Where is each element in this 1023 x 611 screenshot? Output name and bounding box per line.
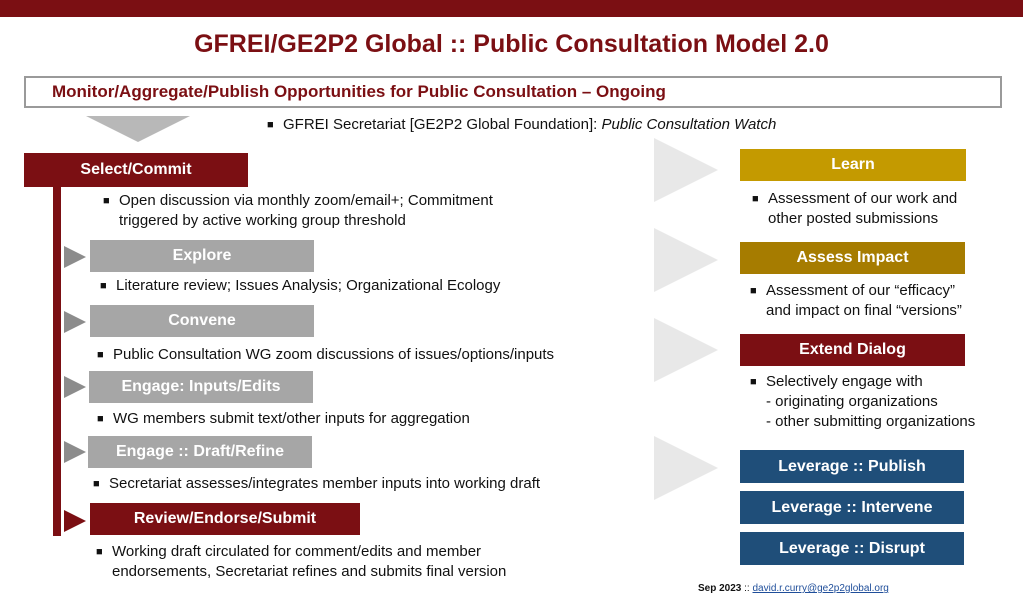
bullet-line: Assessment of our “efficacy”: [766, 282, 955, 299]
monitor-bullet-text: GFREI Secretariat [GE2P2 Global Foundation]:: [283, 116, 602, 133]
bullet-line: Assessment of our work and: [768, 190, 958, 207]
monitor-label: Monitor/Aggregate/Publish Opportunities for Public Consultation – Ongoing: [52, 82, 666, 101]
leverage-intervene: Leverage :: Intervene: [740, 491, 964, 524]
step-arrow-icon: [64, 376, 86, 398]
step-arrow-icon: [64, 311, 86, 333]
learn-bullet: ■ Assessment of our work and other posted submissions: [752, 190, 958, 227]
right-chevron-icon: [654, 436, 718, 500]
footer: [698, 583, 889, 594]
bullet-line: other posted submissions: [768, 210, 939, 227]
top-banner: [0, 0, 1023, 17]
assess-impact-header: Assess Impact: [740, 242, 965, 274]
step-arrow-icon: [64, 246, 86, 268]
footer-date: Sep 2023: [698, 583, 742, 594]
step-select-commit: Select/Commit: [24, 153, 248, 187]
step-explore-bullet: ■ Literature review; Issues Analysis; Organizational Ecology: [100, 277, 501, 294]
step-convene-bullet: ■ Public Consultation WG zoom discussions of issues/options/inputs: [97, 346, 555, 363]
bullet-line: triggered by active working group threshold: [119, 212, 406, 229]
step-arrow-icon: [64, 510, 86, 532]
bullet-line: Literature review; Issues Analysis; Organizational Ecology: [116, 277, 501, 294]
assess-impact-bullet: ■ Assessment of our “efficacy” and impact on final “versions”: [750, 282, 962, 319]
footer-separator: ::: [741, 583, 753, 594]
step-select-commit-bullet: ■ Open discussion via monthly zoom/email+; Commitment triggered by active working group threshold: [103, 192, 493, 229]
bullet-line: and impact on final “versions”: [766, 302, 962, 319]
bullet-line: Secretariat assesses/integrates member inputs into working draft: [109, 475, 541, 492]
extend-dialog-bullet: ■ Selectively engage with - originating organizations - other submitting organizations: [750, 373, 976, 430]
step-convene: Convene: [90, 305, 314, 337]
bullet-line: - originating organizations: [766, 393, 938, 410]
monitor-bullet-italic: Public Consultation Watch: [601, 116, 777, 133]
bullet-line: WG members submit text/other inputs for aggregation: [113, 410, 470, 427]
step-review-endorse-bullet: ■ Working draft circulated for comment/edits and member endorsements, Secretariat refines and submits final version: [96, 543, 507, 580]
bullet-line: Working draft circulated for comment/edits and member: [112, 543, 482, 560]
leverage-publish: Leverage :: Publish: [740, 450, 964, 483]
right-chevron-icon: [654, 318, 718, 382]
bullet-line: Public Consultation WG zoom discussions of issues/options/inputs: [113, 346, 555, 363]
step-engage-draft-bullet: ■ Secretariat assesses/integrates member inputs into working draft: [93, 475, 541, 492]
step-arrow-icon: [64, 441, 86, 463]
process-spine: [53, 186, 61, 536]
bullet-line: endorsements, Secretariat refines and submits final version: [112, 563, 507, 580]
monitor-bullet: ■ GFREI Secretariat [GE2P2 Global Foundation]: Public Consultation Watch: [267, 116, 777, 133]
step-engage-inputs: Engage: Inputs/Edits: [89, 371, 313, 403]
down-chevron-icon: [86, 116, 190, 142]
step-review-endorse: Review/Endorse/Submit: [90, 503, 360, 535]
bullet-line: Open discussion via monthly zoom/email+; Commitment: [119, 192, 493, 209]
right-chevron-icon: [654, 228, 718, 292]
page-title: GFREI/GE2P2 Global :: Public Consultation Model 2.0: [194, 30, 829, 58]
bullet-line: - other submitting organizations: [766, 413, 976, 430]
step-explore: Explore: [90, 240, 314, 272]
extend-dialog-header: Extend Dialog: [740, 334, 965, 366]
right-chevron-icon: [654, 138, 718, 202]
bullet-line: Selectively engage with: [766, 373, 923, 390]
learn-header: Learn: [740, 149, 966, 181]
step-engage-draft: Engage :: Draft/Refine: [88, 436, 312, 468]
leverage-disrupt: Leverage :: Disrupt: [740, 532, 964, 565]
step-engage-inputs-bullet: ■ WG members submit text/other inputs for aggregation: [97, 410, 470, 427]
footer-email-link[interactable]: david.r.curry@ge2p2global.org: [752, 583, 889, 594]
